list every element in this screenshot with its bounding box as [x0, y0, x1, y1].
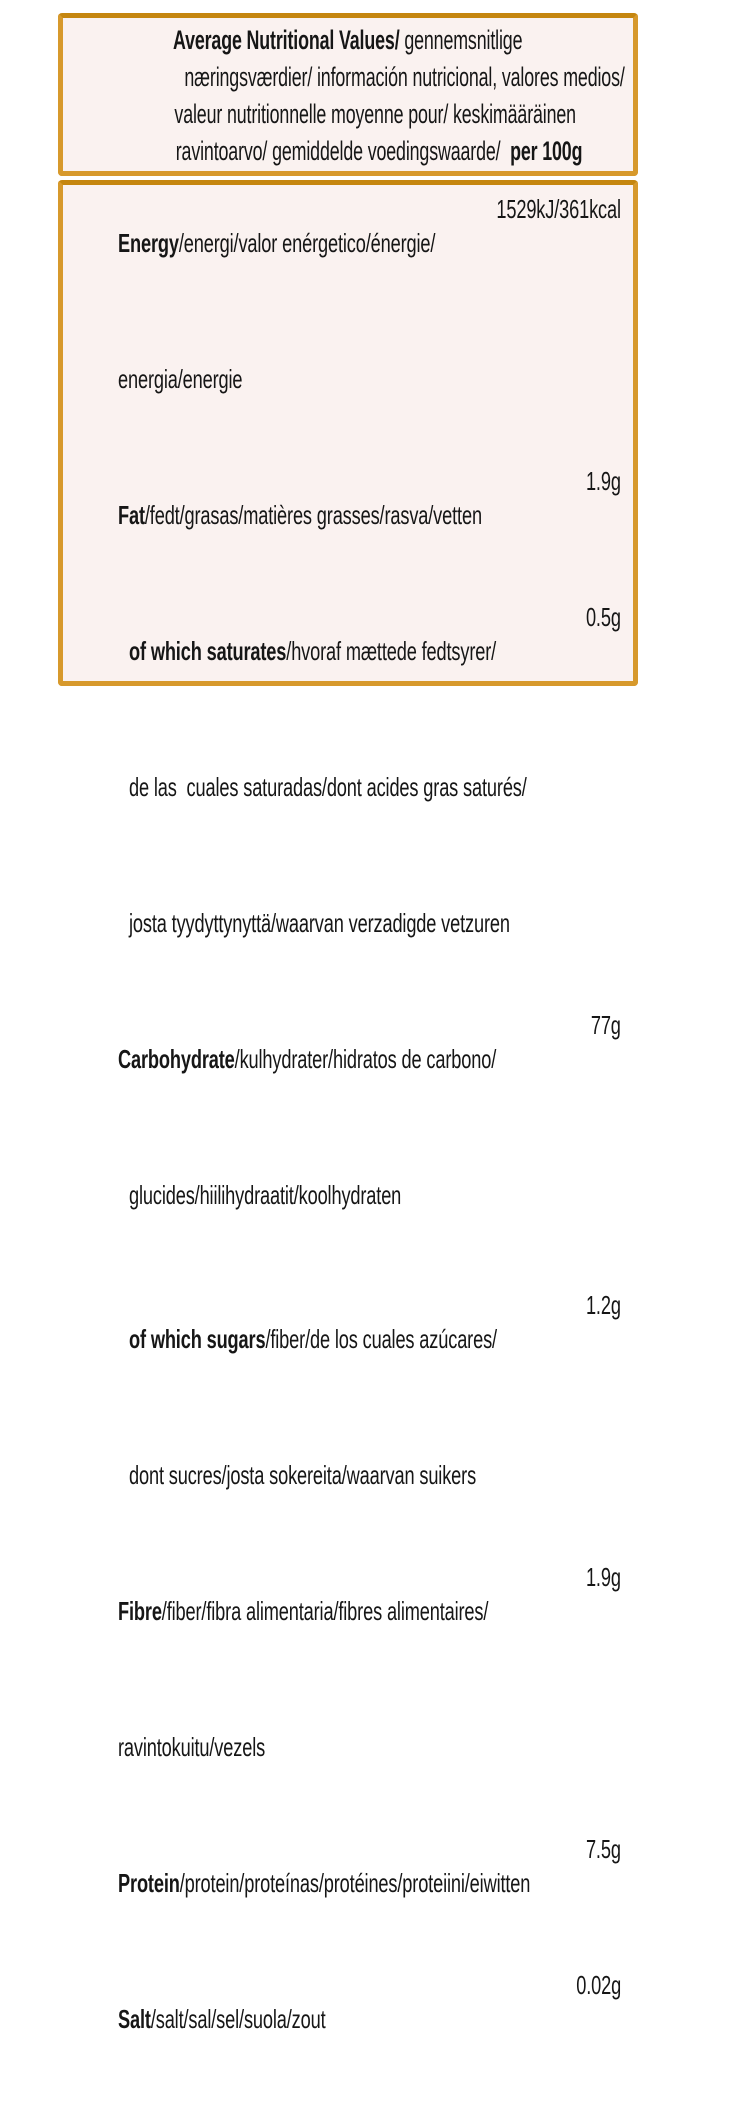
nutrient-translations: dont sucres/josta sokereita/waarvan suikers — [129, 1460, 477, 1490]
nutrient-translations: /fiber/fibra alimentaria/fibres alimentaires/ — [162, 1596, 489, 1626]
nutrition-label — [58, 13, 638, 2034]
sugars-value: 1.2g — [586, 1290, 621, 1320]
row-sugars-cont — [75, 1424, 621, 1560]
row-energy-cont — [75, 328, 621, 464]
row-saturates-cont-1 — [75, 736, 621, 872]
nutrient-translations: de las cuales saturadas/dont acides gras saturés/ — [129, 772, 528, 802]
nutrient-term: Protein — [118, 1868, 181, 1898]
energy-value: 1529kJ/361kcal — [496, 194, 621, 224]
saturates-value: 0.5g — [586, 602, 621, 632]
fat-value: 1.9g — [586, 466, 621, 496]
nutrients-panel — [58, 180, 638, 2034]
nutrient-translations: energia/energie — [118, 364, 243, 394]
protein-value: 7.5g — [586, 1834, 621, 1864]
nutrient-translations: /fedt/grasas/matières grasses/rasva/vetten — [145, 500, 483, 530]
nutrient-translations: /fiber/de los cuales azúcares/ — [265, 1324, 498, 1354]
row-salt — [75, 1968, 621, 2104]
row-fibre-cont — [75, 1696, 621, 1832]
nutrient-translations: /hvoraf mættede fedtsyrer/ — [286, 636, 497, 666]
nutrient-term: Salt — [118, 2004, 152, 2034]
row-carbohydrate — [75, 1008, 621, 1144]
row-saturates-cont-2 — [75, 872, 621, 1008]
row-fat — [75, 464, 621, 600]
header-line — [71, 59, 625, 96]
row-carbohydrate-cont — [75, 1144, 621, 1280]
header-line — [71, 96, 625, 133]
row-saturates — [75, 600, 621, 736]
header-line — [71, 133, 625, 170]
nutrient-translations: /kulhydrater/hidratos de carbono/ — [234, 1044, 497, 1074]
header-title: Average Nutritional Values/ — [173, 25, 400, 55]
row-sugars — [75, 1288, 621, 1424]
nutrient-translations: glucides/hiilihydraatit/koolhydraten — [129, 1180, 402, 1210]
nutrient-term: of which saturates — [129, 636, 287, 666]
nutrient-translations: /protein/proteínas/protéines/proteiini/eiwitten — [180, 1868, 531, 1898]
header-translations: gennemsnitlige — [399, 25, 523, 55]
nutrient-translations: ravintokuitu/vezels — [118, 1732, 266, 1762]
salt-value: 0.02g — [576, 1970, 621, 2000]
header-translations: valeur nutritionnelle moyenne pour/ keskimääräinen — [174, 99, 576, 129]
row-fibre — [75, 1560, 621, 1696]
nutrient-term: Fat — [118, 500, 146, 530]
nutrient-term: of which sugars — [129, 1324, 266, 1354]
nutrient-term: Energy — [118, 228, 180, 258]
nutrient-translations: /energi/valor enérgetico/énergie/ — [179, 228, 436, 258]
nutrient-translations: josta tyydyttynyttä/waarvan verzadigde vetzuren — [129, 908, 511, 938]
row-energy — [75, 192, 621, 328]
header-line — [71, 22, 625, 59]
nutrient-translations: /salt/sal/sel/suola/zout — [151, 2004, 326, 2034]
per-100g-label: per 100g — [510, 136, 583, 166]
nutrient-term: Fibre — [118, 1596, 163, 1626]
header-translations: ravintoarvo/ gemiddelde voedingswaarde/ — [175, 136, 511, 166]
carbohydrate-value: 77g — [591, 1010, 621, 1040]
row-protein — [75, 1832, 621, 1968]
header-translations: næringsværdier/ información nutricional, valores medios/ — [184, 62, 625, 92]
nutrient-term: Carbohydrate — [118, 1044, 235, 1074]
header-panel — [58, 13, 638, 176]
fibre-value: 1.9g — [586, 1562, 621, 1592]
